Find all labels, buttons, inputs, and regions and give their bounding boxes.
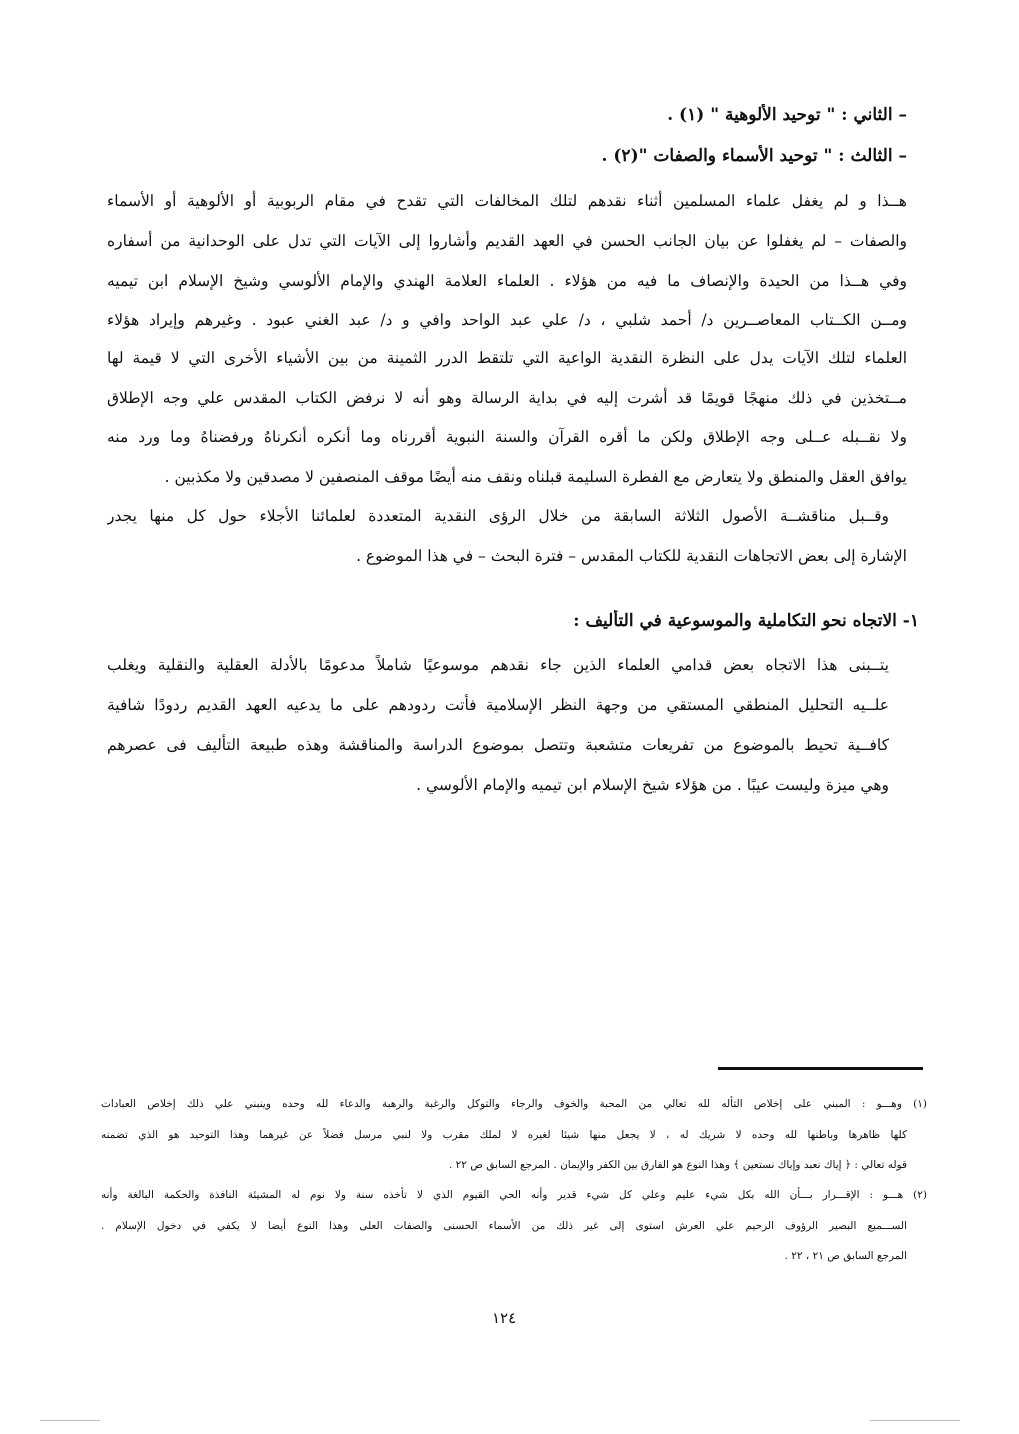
footnote-line: المرجع السابق ص ٢١ ، ٢٢ .	[784, 1250, 907, 1262]
paragraph-1-line: ولا نقــبله عــلى وجه الإطلاق ولكن ما أقره القرآن والسنة النبوية أقررناه وما أنكره أنكرناهُ ورفضناهُ وما ورد منه	[107, 428, 907, 446]
paragraph-1-line: والصفات – لم يغفلوا عن بيان الجانب الحسن في العهد القديم وأشاروا إلى الآيات التي تدل على الوحدانية من أسفاره	[107, 232, 907, 250]
paragraph-1-line: ومــن الكــتاب المعاصــرين د/ أحمد شلبي ، د/ علي عبد الواحد وافي و د/ عبد الغني عبود . وغيرهم وإيراد هؤلاء	[107, 311, 907, 329]
paragraph-1-line: هــذا و لم يغفل علماء المسلمين أثناء نقدهم لتلك المخالفات التي تقدح في مقام الربوبية أو الألوهية أو الأسماء	[107, 192, 907, 210]
footnote-line: (٢) هـــو : الإقـــرار بـــأن الله بكل شيء عليم وعلي كل شيء قدير وأنه الحي القيوم الذي لا تأخذه سنة ولا نوم له المشيئة النافذة والحكمة البالغة وأنه	[101, 1189, 927, 1201]
intro-item-second: – الثاني : " توحيد الألوهية " (١) .	[667, 105, 907, 125]
paragraph-2-line: الإشارة إلى بعض الاتجاهات النقدية للكتاب المقدس – فترة البحث – في هذا الموضوع .	[356, 547, 907, 565]
paragraph-3-line: علــيه التحليل المنطقي المستقي من وجهة النظر الإسلامية فأتت ردودهم على ما يدعيه العهد القديم ردودًا شافية	[107, 696, 889, 714]
intro-item-third: – الثالث : " توحيد الأسماء والصفات "(٢) .	[601, 146, 907, 166]
paragraph-2-line: وقــبل مناقشــة الأصول الثلاثة السابقة من خلال الرؤى النقدية المتعددة لعلمائنا الأجلاء حول كل منها يجدر	[107, 507, 889, 525]
scan-artifact	[870, 1420, 960, 1421]
footnote-line: كلها ظاهرها وباطنها لله وحده لا شريك له ، لا يجعل منها شيئا لغيره لا لملك مقرب ولا لنبي مرسل فضلاً عن غيرهما وهذا التوحيد هو الذي تضمنه	[101, 1129, 907, 1141]
paragraph-3-line: وهي ميزة وليست عيبًا . من هؤلاء شيخ الإسلام ابن تيميه والإمام الألوسي .	[416, 776, 889, 794]
footnote-line: قوله تعالي : ﴿ إياك نعبد وإياك نستعين ﴾ وهذا النوع هو الفارق بين الكفر والإيمان . المرجع السابق ص ٢٢ .	[448, 1159, 907, 1171]
scan-artifact	[40, 1420, 100, 1421]
footnote-line: الســـميع البصير الرؤوف الرحيم علي العرش استوى إلى غير ذلك من الأسماء الحسنى والصفات العلى وهذا النوع أيضا لا يكفي في دخول الإسلام .	[101, 1220, 907, 1232]
section-heading: ١- الاتجاه نحو التكاملية والموسوعية في التأليف :	[573, 611, 919, 631]
paragraph-3-line: يتــبنى هذا الاتجاه بعض قدامي العلماء الذين جاء نقدهم موسوعيًا شاملاً مدعومًا بالأدلة العقلية والنقلية ويغلب	[107, 656, 889, 674]
footnote-separator	[718, 1067, 923, 1070]
page-number: ١٢٤	[492, 1309, 517, 1327]
paragraph-3-line: كافــية تحيط بالموضوع من تفريعات متشعبة وتتصل بموضوع الدراسة والمناقشة وهذه طبيعة التأليف فى عصرهم	[107, 736, 889, 754]
paragraph-1-line: مــتخذين في ذلك منهجًا قويمًا قد أشرت إليه في بداية الرسالة وهو أنه لا نرفض الكتاب المقدس علي وجه الإطلاق	[107, 389, 907, 407]
paragraph-1-line: يوافق العقل والمنطق ولا يتعارض مع الفطرة السليمة قبلناه ونقف منه أيضًا موقف المنصفين لا مصدقين ولا مكذبين .	[164, 468, 907, 486]
footnote-line: (١) وهـــو : المبني على إخلاص التأله لله تعالي من المحبة والخوف والرجاء والتوكل والرغبة والرهبة والدعاء لله وحده وينبني علي ذلك إخلاص العبادات	[101, 1098, 927, 1110]
paragraph-1-line: العلماء لتلك الآيات يدل على النظرة النقدية الواعية التي تلتقط الدرر الثمينة من بين الأشياء الأخرى التي لا قيمة لها	[107, 349, 907, 367]
paragraph-1-line: وفي هــذا من الحيدة والإنصاف ما فيه من هؤلاء . العلماء العلامة الهندي والإمام الألوسي وشيخ الإسلام ابن تيميه	[107, 272, 907, 290]
